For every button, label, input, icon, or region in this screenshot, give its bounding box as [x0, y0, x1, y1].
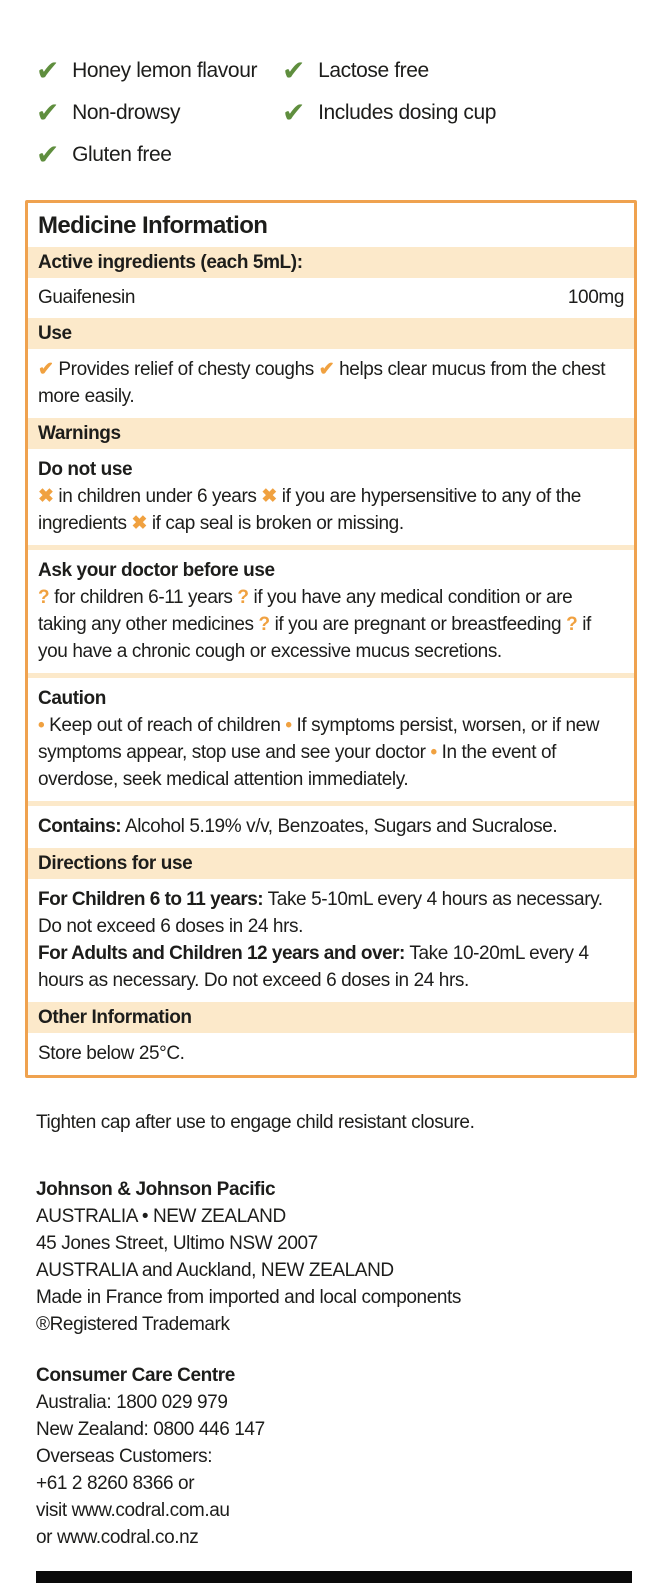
- consumer-care-lines: [36, 1389, 632, 1551]
- cross-icon: ✖: [38, 486, 54, 507]
- directions-block: [28, 879, 634, 1002]
- footer-line: AUSTRALIA and Auckland, NEW ZEALAND: [36, 1260, 394, 1281]
- direction-label: For Children 6 to 11 years:: [38, 889, 264, 910]
- company-block: [36, 1176, 632, 1338]
- section-heading-other-information: Other Information: [28, 1002, 634, 1033]
- feature-label: Includes dosing cup: [318, 101, 497, 124]
- question-icon: ?: [38, 587, 50, 608]
- box-title: Medicine Information: [38, 212, 268, 239]
- consumer-care-block: [36, 1362, 632, 1551]
- feature-label: Lactose free: [318, 59, 429, 82]
- section-heading-warnings: Warnings: [28, 418, 634, 449]
- feature-column-left: [36, 50, 282, 176]
- question-icon: ?: [566, 614, 578, 635]
- footer-line: visit www.codral.com.au: [36, 1500, 230, 1521]
- direction-entry: For Adults and Children 12 years and over: Take 10-20mL every 4 hours as necessary. Do not exceed 6 doses in 24 hrs.: [38, 943, 589, 991]
- company-lines: [36, 1203, 632, 1338]
- contains-row: [28, 806, 634, 848]
- check-icon: ✔: [282, 55, 306, 86]
- footer-line: Made in France from imported and local components: [36, 1287, 462, 1308]
- section-heading-use: Use: [28, 318, 634, 349]
- check-icon: ✔: [36, 97, 60, 128]
- footer-line: Overseas Customers:: [36, 1446, 213, 1467]
- medicine-information-box: [25, 200, 637, 1078]
- cross-icon: ✖: [131, 513, 147, 534]
- check-icon: ✔: [318, 359, 335, 380]
- section-heading-active-ingredients: Active ingredients (each 5mL):: [28, 247, 634, 278]
- contains-label: Contains:: [38, 816, 122, 837]
- feature-label: Gluten free: [72, 143, 172, 166]
- check-icon: ✔: [36, 139, 60, 170]
- bottom-bar: [36, 1571, 632, 1583]
- feature-item: [36, 50, 282, 92]
- bullet-icon: •: [38, 715, 45, 736]
- do-not-use-block: [28, 449, 634, 545]
- contains-text: Alcohol 5.19% v/v, Benzoates, Sugars and Sucralose.: [124, 816, 558, 837]
- footer-line: ®Registered Trademark: [36, 1314, 230, 1335]
- ingredient-amount: 100mg: [567, 287, 624, 308]
- feature-item: [36, 134, 282, 176]
- check-icon: ✔: [282, 97, 306, 128]
- feature-column-right: [282, 50, 496, 176]
- ingredient-name: Guaifenesin: [38, 287, 136, 308]
- company-name: Johnson & Johnson Pacific: [36, 1179, 276, 1200]
- do-not-use-heading: Do not use: [38, 459, 133, 480]
- feature-label: Non-drowsy: [72, 101, 181, 124]
- footer-line: New Zealand: 0800 446 147: [36, 1419, 265, 1440]
- do-not-use-text: ✖ in children under 6 years ✖ if you are hypersensitive to any of the ingredients ✖ if cap seal is broken or missing.: [38, 486, 581, 534]
- ask-doctor-block: [28, 550, 634, 673]
- footer-line: +61 2 8260 8366 or: [36, 1473, 195, 1494]
- ask-doctor-heading: Ask your doctor before use: [38, 560, 275, 581]
- feature-item: [282, 50, 496, 92]
- feature-item: [282, 92, 496, 134]
- direction-entry: For Children 6 to 11 years: Take 5-10mL every 4 hours as necessary. Do not exceed 6 doses in 24 hrs.: [38, 889, 603, 937]
- caution-heading: Caution: [38, 688, 106, 709]
- ask-doctor-text: ? for children 6-11 years ? if you have any medical condition or are taking any other medicines ? if you are pregnant or breastfeeding ? if you have a chronic cough or excessive mucus secretions.: [38, 587, 591, 662]
- bullet-icon: •: [430, 742, 437, 763]
- caution-text: • Keep out of reach of children • If symptoms persist, worsen, or if new symptoms appear, stop use and see your doctor • In the event of overdose, seek medical attention immediately.: [38, 715, 600, 790]
- feature-checklist: [0, 0, 662, 176]
- question-icon: ?: [258, 614, 270, 635]
- use-text: ✔ Provides relief of chesty coughs ✔ helps clear mucus from the chest more easily.: [38, 359, 606, 407]
- question-icon: ?: [237, 587, 249, 608]
- cap-note: Tighten cap after use to engage child resistant closure.: [36, 1112, 475, 1133]
- check-icon: ✔: [38, 359, 54, 380]
- ingredient-row: [28, 278, 634, 318]
- consumer-care-heading: Consumer Care Centre: [36, 1365, 235, 1386]
- direction-label: For Adults and Children 12 years and over:: [38, 943, 405, 964]
- storage-text: Store below 25°C.: [38, 1043, 185, 1064]
- check-icon: ✔: [36, 55, 60, 86]
- caution-block: [28, 678, 634, 801]
- bullet-icon: •: [285, 715, 292, 736]
- footer-line: 45 Jones Street, Ultimo NSW 2007: [36, 1233, 318, 1254]
- feature-item: [36, 92, 282, 134]
- footer-line: Australia: 1800 029 979: [36, 1392, 228, 1413]
- cross-icon: ✖: [261, 486, 277, 507]
- footer-line: or www.codral.co.nz: [36, 1527, 199, 1548]
- feature-label: Honey lemon flavour: [72, 59, 258, 82]
- section-heading-directions: Directions for use: [28, 848, 634, 879]
- footer-line: AUSTRALIA • NEW ZEALAND: [36, 1206, 286, 1227]
